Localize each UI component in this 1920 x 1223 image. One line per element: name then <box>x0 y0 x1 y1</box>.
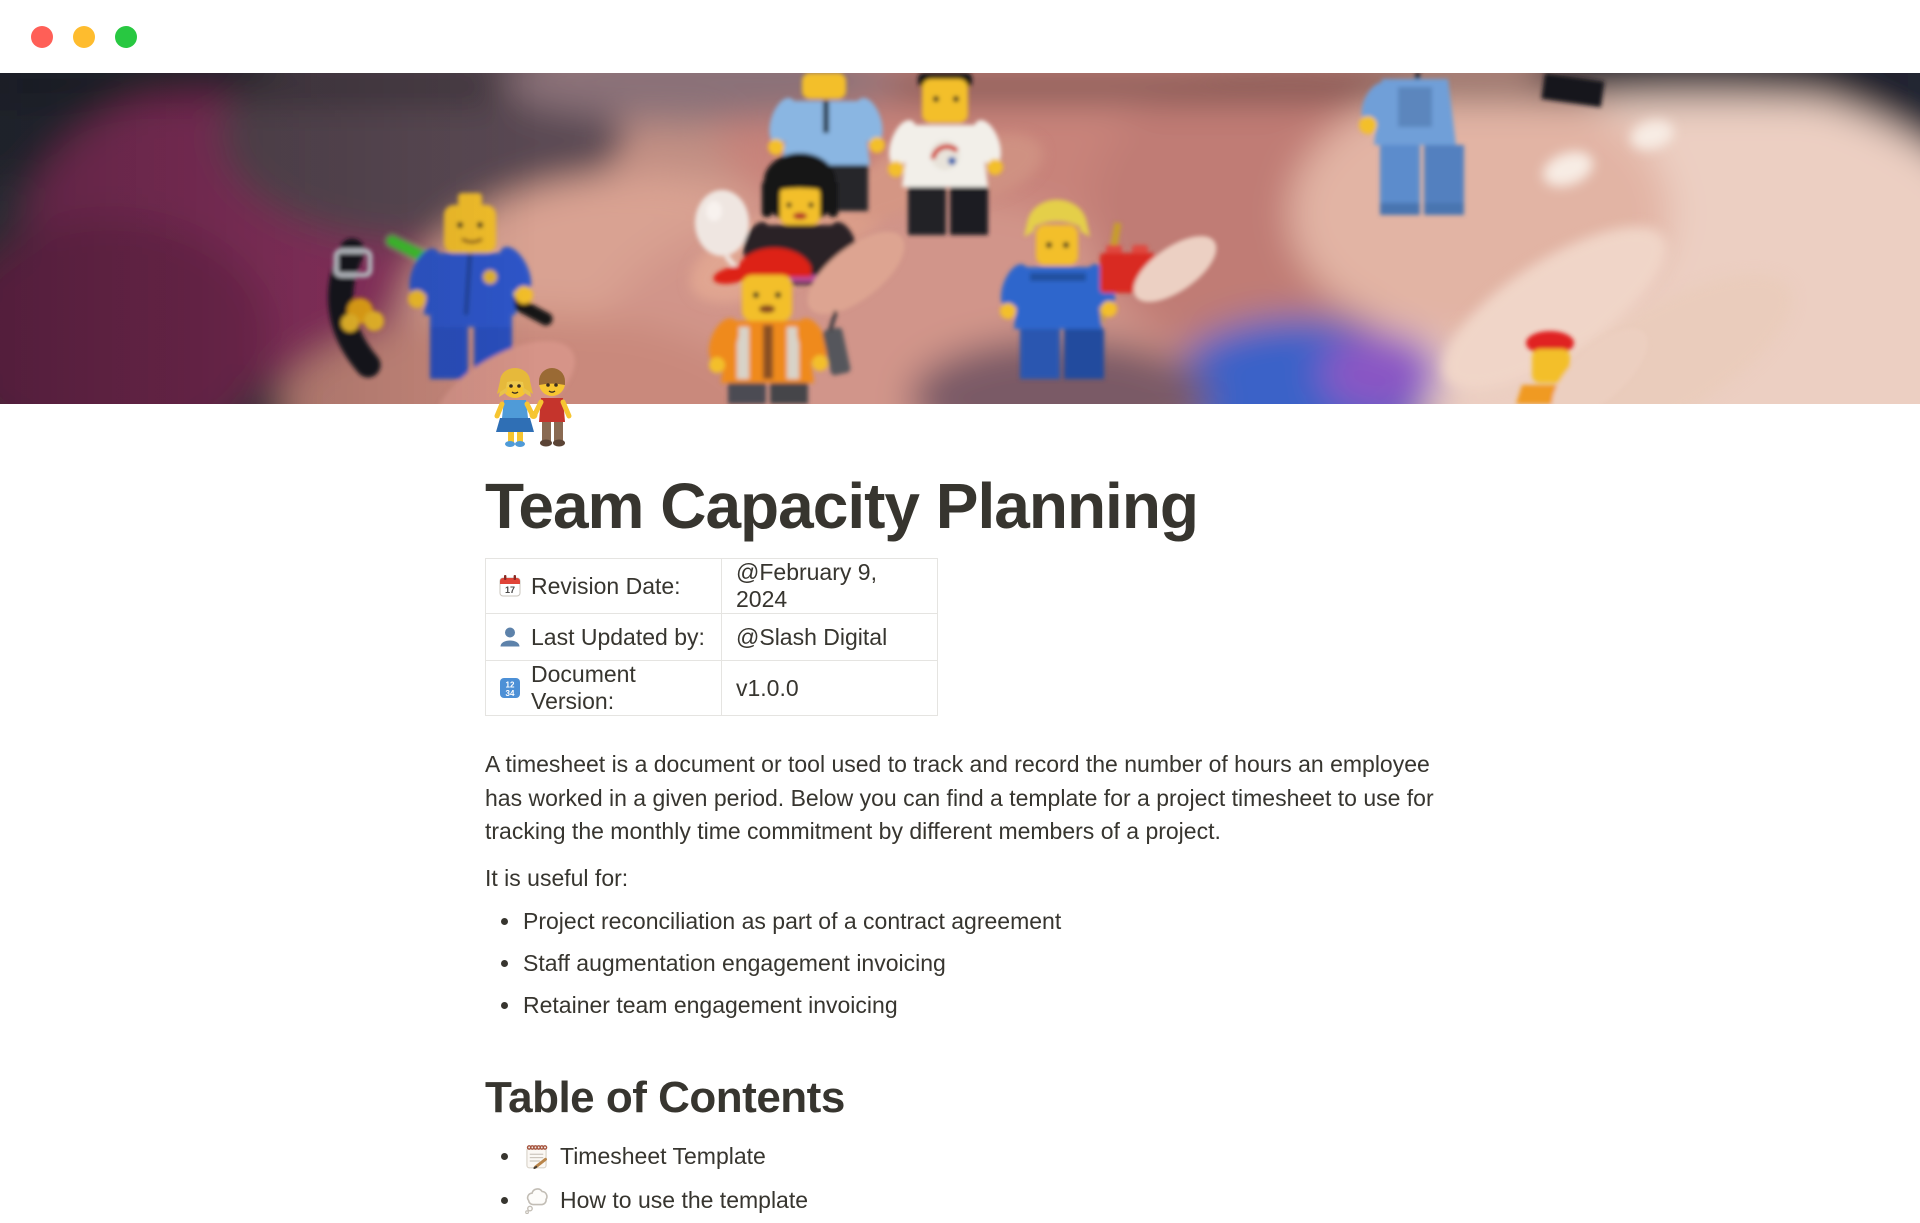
zoom-window-button[interactable] <box>115 26 137 48</box>
svg-text:12: 12 <box>505 680 515 690</box>
property-label-cell[interactable] <box>486 661 722 716</box>
useful-for-list <box>485 901 1435 1027</box>
woman-and-man-holding-hands-icon[interactable] <box>485 352 581 448</box>
property-value: @Slash Digital <box>736 623 888 650</box>
list-item-text: Project reconciliation as part of a contract agreement <box>523 908 1062 934</box>
page-content <box>485 352 1435 1223</box>
input-numbers-icon <box>498 676 522 700</box>
property-label: Revision Date: <box>531 572 681 599</box>
property-value-cell[interactable] <box>722 559 938 614</box>
property-label: Last Updated by: <box>531 623 705 650</box>
bullet-icon <box>501 960 508 967</box>
calendar-icon <box>498 574 522 598</box>
window-controls <box>31 26 137 48</box>
svg-text:34: 34 <box>505 689 515 698</box>
bullet-icon <box>501 918 508 925</box>
bullet-icon <box>501 1002 508 1009</box>
window-titlebar <box>0 0 1920 73</box>
list-item[interactable] <box>485 901 1435 943</box>
toc-heading[interactable]: Table of Contents <box>485 1072 845 1122</box>
table-row <box>486 559 938 614</box>
svg-text:17: 17 <box>504 585 516 595</box>
property-value: @February 9, 2024 <box>736 559 877 612</box>
list-item-text: Staff augmentation engagement invoicing <box>523 950 946 976</box>
spiral-notepad-icon <box>523 1143 550 1170</box>
page-title[interactable]: Team Capacity Planning <box>485 470 1198 542</box>
intro-paragraph[interactable]: A timesheet is a document or tool used to track and record the number of hours an employee has worked in a given period. Below you can find a template for a project timesheet to use for tracking the monthly time commitment by different members of a project. <box>485 751 1434 844</box>
person-icon <box>498 625 522 649</box>
toc-item-text: How to use the template <box>560 1187 809 1213</box>
minimize-window-button[interactable] <box>73 26 95 48</box>
list-item[interactable] <box>485 985 1435 1027</box>
thought-balloon-icon <box>523 1187 550 1214</box>
property-value-cell[interactable] <box>722 661 938 716</box>
property-value-cell[interactable] <box>722 614 938 661</box>
toc-list <box>485 1135 1435 1223</box>
toc-item-text: Timesheet Template <box>560 1143 766 1169</box>
property-label-cell[interactable] <box>486 559 722 614</box>
property-label-cell[interactable] <box>486 614 722 661</box>
property-value: v1.0.0 <box>736 674 799 701</box>
property-label: Document Version: <box>531 661 636 714</box>
toc-item-how-to-use[interactable] <box>485 1179 1435 1223</box>
list-item[interactable] <box>485 943 1435 985</box>
bullet-icon <box>501 1197 508 1204</box>
properties-table <box>485 558 938 716</box>
bullet-icon <box>501 1153 508 1160</box>
useful-for-label[interactable]: It is useful for: <box>485 864 629 891</box>
list-item-text: Retainer team engagement invoicing <box>523 992 898 1018</box>
table-row <box>486 661 938 716</box>
close-window-button[interactable] <box>31 26 53 48</box>
toc-item-timesheet-template[interactable] <box>485 1135 1435 1179</box>
table-row <box>486 614 938 661</box>
